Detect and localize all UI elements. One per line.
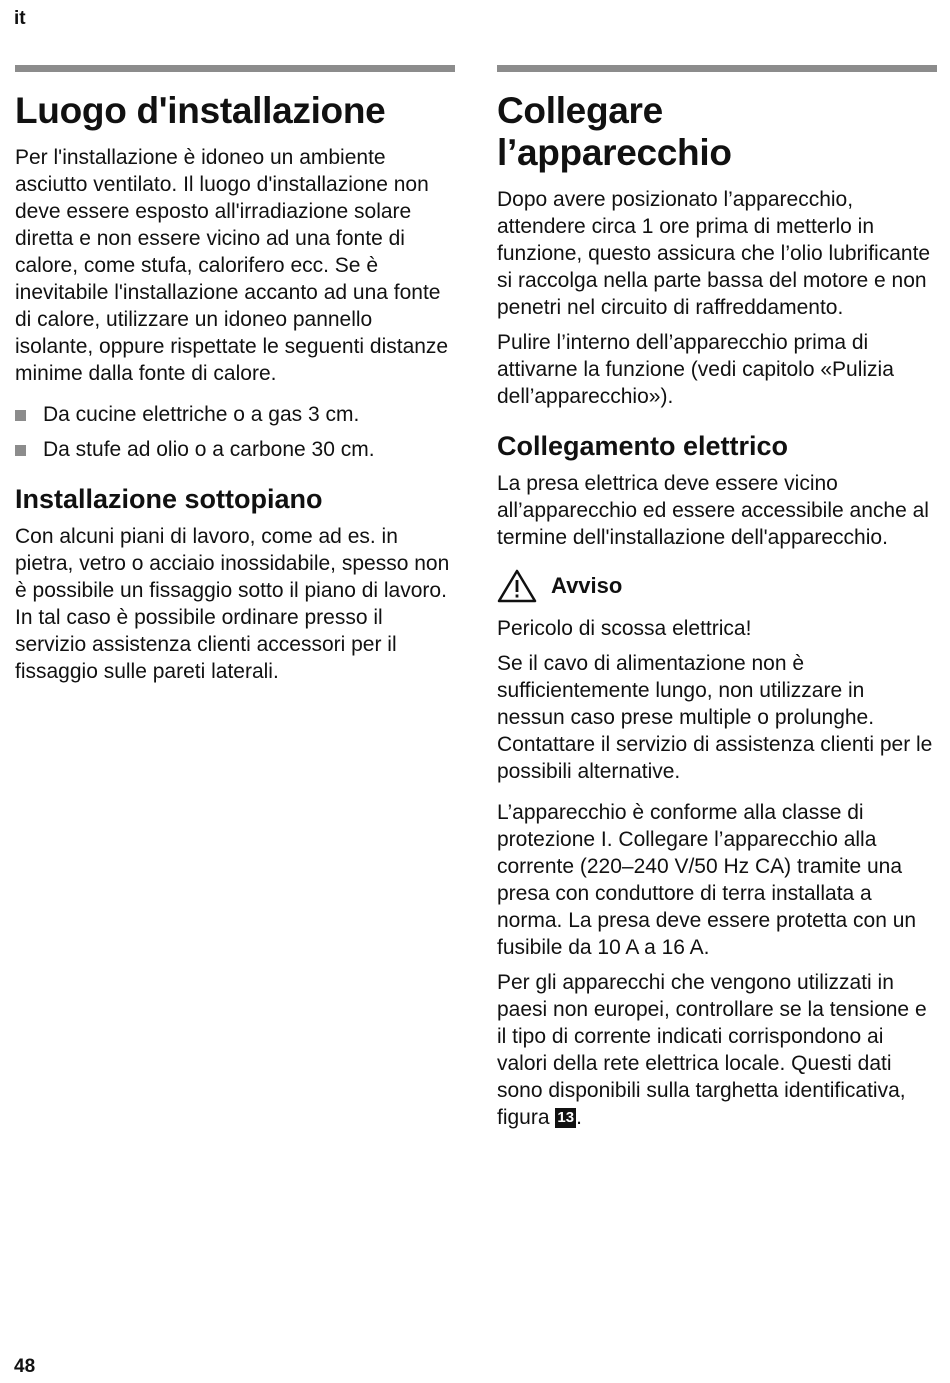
figure-reference-badge: 13 [557, 1109, 575, 1126]
section-rule [15, 65, 455, 72]
right-column [497, 65, 937, 1139]
warning-triangle-icon [497, 569, 537, 603]
under-counter-paragraph: Con alcuni piani di lavoro, come ad es. in pietra, vetro o acciaio inossidabile, spesso non è possibile un fissaggio sotto il piano di lavoro. In tal caso è possibile ordinare presso il servizio assistenza clienti accessori per il fissaggio sulle pareti laterali. [15, 525, 450, 683]
warning-shock-text: Pericolo di scossa elettrica! [497, 617, 752, 640]
list-item [15, 401, 455, 428]
list-item [15, 436, 455, 463]
clean-interior-paragraph: Pulire l’interno dell’apparecchio prima di attivarne la funzione (vedi capitolo «Pulizia dell’apparecchio»). [497, 331, 894, 408]
list-item-text: Da stufe ad olio o a carbone 30 cm. [43, 438, 375, 461]
warning-cable-text: Se il cavo di alimentazione non è sufficientemente lungo, non utilizzare in nessun caso prese multiple o prolunghe. Contattare il servizio di assistenza clienti per le possibili alternative. [497, 652, 933, 783]
square-bullet-icon [15, 410, 26, 421]
section-rule [497, 65, 937, 72]
sentence-end: . [576, 1106, 582, 1129]
section-title-connect-appliance [497, 90, 937, 174]
title-line-2: l’apparecchio [497, 132, 732, 173]
installation-intro-paragraph: Per l'installazione è idoneo un ambiente asciutto ventilato. Il luogo d'installazione non deve essere esposto all'irradiazione solare diretta e non essere vicino ad una fonte di calore, come stufa, calorifero ecc. Se è inevitabile l'installazione accanto ad una fonte di calore, utilizzare un idoneo pannello isolante, oppure rispettate le seguenti distanze minime dalla fonte di calore. [15, 146, 449, 385]
subsection-title-under-counter: Installazione sottopiano [15, 484, 323, 514]
section-title-installation-location: Luogo d'installazione [15, 90, 386, 131]
warning-header [497, 569, 937, 603]
square-bullet-icon [15, 445, 26, 456]
title-line-1: Collegare [497, 90, 663, 131]
rating-plate-text: Per gli apparecchi che vengono utilizzati in paesi non europei, controllare se la tensione e il tipo di corrente indicati corrispondono ai valori della rete elettrica locale. Questi dati sono disponibili sulla targhetta identificativa, figura [497, 971, 927, 1129]
left-column [15, 65, 455, 693]
wait-before-start-paragraph: Dopo avere posizionato l’apparecchio, attendere circa 1 ore prima di metterlo in funzione, questo assicura che l’olio lubrificante si raccolga nella parte bassa del motore e non penetri nel circuito di raffreddamento. [497, 188, 931, 319]
language-code: it [14, 8, 26, 29]
distance-list [15, 401, 455, 463]
warning-title: Avviso [551, 573, 623, 598]
socket-location-paragraph: La presa elettrica deve essere vicino all’apparecchio ed essere accessibile anche al termine dell'installazione dell'apparecchio. [497, 472, 929, 549]
subsection-title-electrical-connection: Collegamento elettrico [497, 431, 789, 461]
protection-class-paragraph: L’apparecchio è conforme alla classe di protezione I. Collegare l’apparecchio alla corrente (220–240 V/50 Hz CA) tramite una presa con conduttore di terra installata a norma. La presa deve essere protetta con un fusibile da 10 A a 16 A. [497, 801, 917, 959]
non-european-countries-paragraph [497, 969, 937, 1131]
list-item-text: Da cucine elettriche o a gas 3 cm. [43, 403, 360, 426]
page-number: 48 [14, 1356, 36, 1377]
